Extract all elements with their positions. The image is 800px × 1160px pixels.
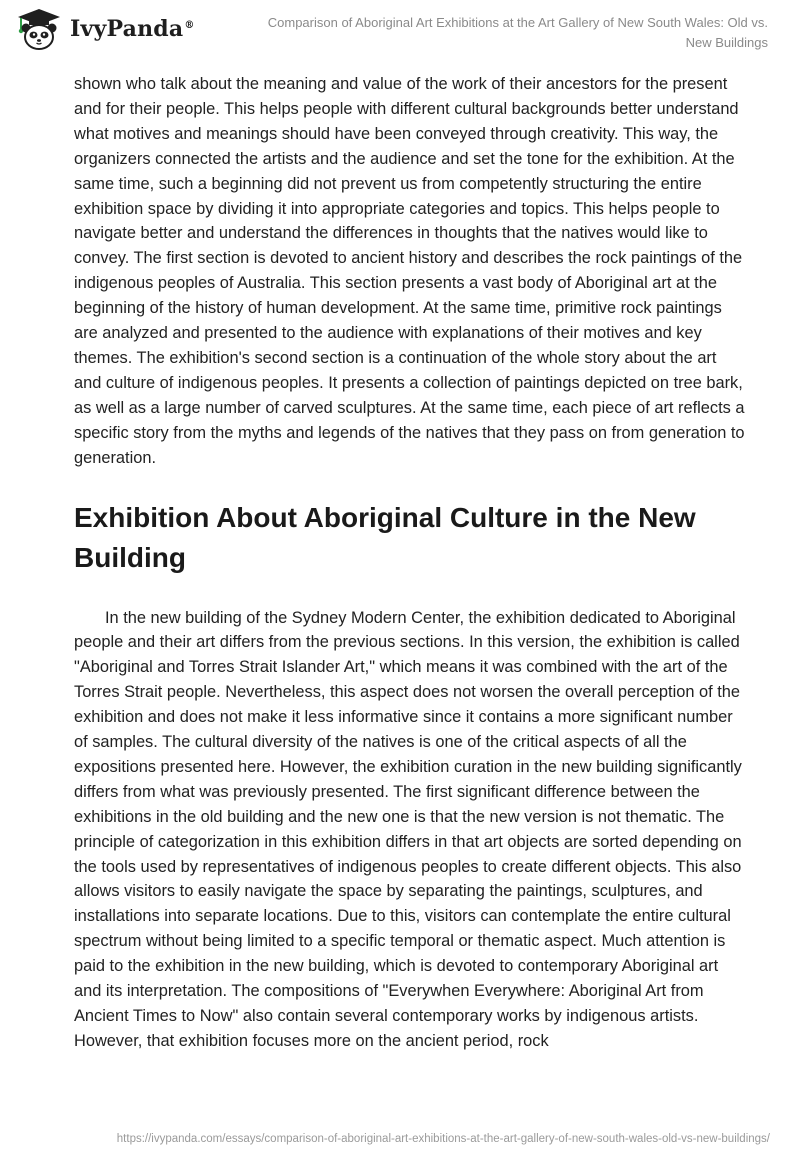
page-header xyxy=(0,0,800,62)
body-paragraph-1: shown who talk about the meaning and value of the work of their ancestors for the present and for their people. This helps people with different cultural backgrounds better understand what motives and meanings should have been conveyed through creativity. This way, the organizers connected the artists and the audience and set the tone for the exhibition. At the same time, such a beginning did not prevent us from competently structuring the entire exhibition space by dividing it into appropriate categories and topics. This helps people to navigate better and understand the differences in thoughts that the natives would like to convey. The first section is devoted to ancient history and describes the rock paintings of the indigenous peoples of Australia. This section presents a vast body of Aboriginal art at the beginning of the history of human development. At the same time, primitive rock paintings are analyzed and presented to the audience with explanations of their motives and key themes. The exhibition's second section is a continuation of the whole story about the art and culture of indigenous peoples. It presents a collection of paintings depicted on tree bark, as well as a large number of carved sculptures. At the same time, each piece of art reflects a specific story from the myths and legends of the natives that they pass on from generation to generation. xyxy=(74,75,745,467)
source-url[interactable]: https://ivypanda.com/essays/comparison-of-aboriginal-art-exhibitions-at-the-art-gallery-of-new-south-wales-old-vs-new-buildings/ xyxy=(116,1133,770,1145)
ivypanda-logo[interactable] xyxy=(14,8,195,50)
document-title: Comparison of Aboriginal Art Exhibitions at the Art Gallery of New South Wales: Old vs. New Buildings xyxy=(267,15,768,50)
body-paragraph-2: In the new building of the Sydney Modern Center, the exhibition dedicated to Aboriginal people and their art differs from the previous sections. In this version, the exhibition is called "Aboriginal and Torres Strait Islander Art," which means it was combined with the art of the Torres Strait people. Nevertheless, this aspect does not worsen the overall perception of the exhibition and does not make it less informative since it contains a more significant number of samples. The cultural diversity of the natives is one of the critical aspects of all the expositions presented here. However, the exhibition curation in the new building significantly differs from what was previously presented. The first significant difference between the exhibitions in the old building and the new one is that the new version is not thematic. The principle of categorization in this exhibition differs in that art objects are sorted depending on the tools used by representatives of indigenous peoples to create different objects. This also allows visitors to easily navigate the space by separating the paintings, sculptures, and installations into separate locations. Due to this, visitors can contemplate the entire cultural spectrum without being limited to a specific temporal or thematic aspect. Much attention is paid to the exhibition in the new building, which is devoted to contemporary Aboriginal art and its interpretation. The compositions of "Everywhen Everywhere: Aboriginal Art from Ancient Times to Now" also contain several contemporary works by indigenous artists. However, that exhibition focuses more on the ancient period, rock xyxy=(74,608,742,1050)
registered-mark: ® xyxy=(184,19,195,31)
essay-content xyxy=(74,72,746,1054)
logo-wordmark: IvyPanda® xyxy=(70,16,195,42)
panda-graduate-icon xyxy=(14,8,64,50)
section-heading: Exhibition About Aboriginal Culture in the New Building xyxy=(74,501,696,573)
